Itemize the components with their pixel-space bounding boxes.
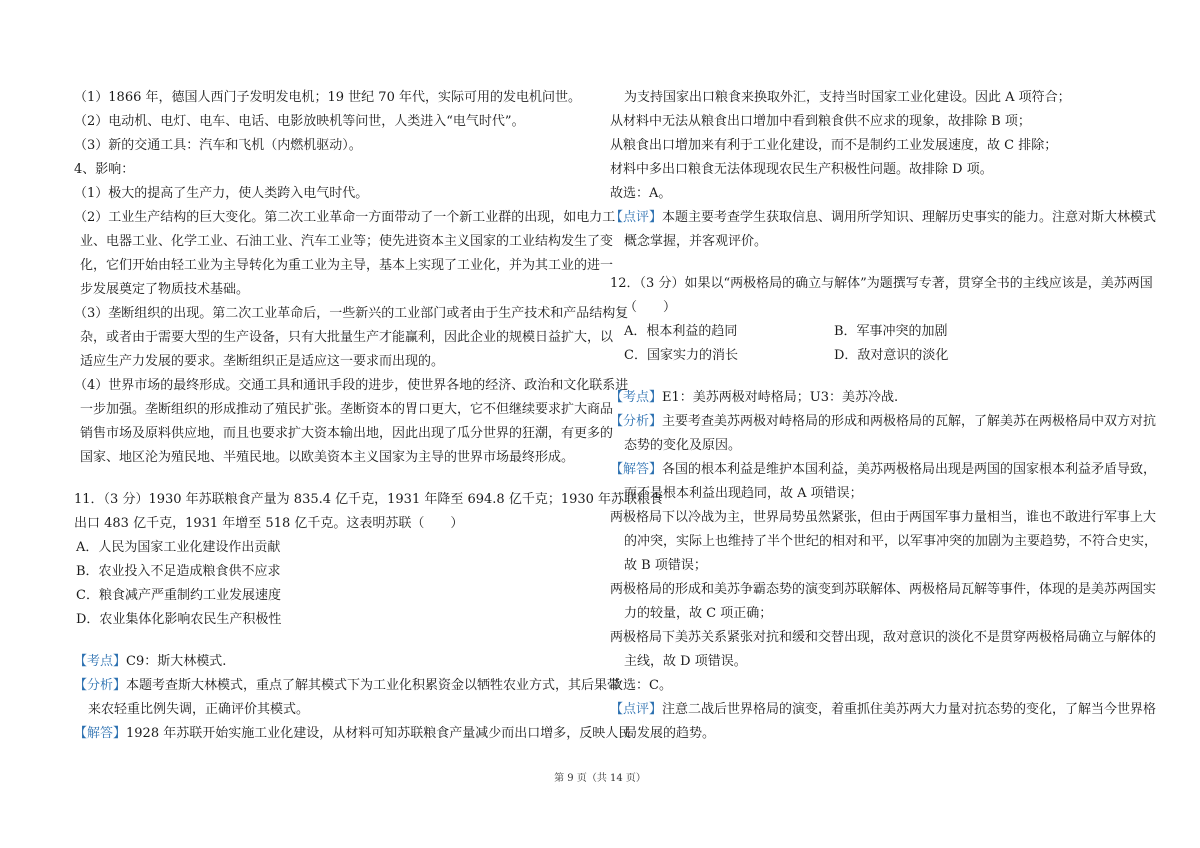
text-line	[610, 650, 1130, 674]
text-line	[610, 158, 1130, 182]
line-text: 力的较量，故 C 项正确；	[624, 606, 773, 621]
section-tag: 【考点】	[610, 390, 663, 405]
section-tag: 【分析】	[74, 678, 127, 693]
line-text: 4、影响：	[74, 162, 135, 177]
line-text: C9：斯大林模式.	[126, 654, 227, 669]
line-text: 杂，或者由于需要大型的生产设备，只有大批量生产才能赢利，因此企业的规模日益扩大，以	[80, 330, 614, 345]
line-text: 故选：C。	[610, 678, 672, 693]
line-text: 1928 年苏联开始实施工业化建设，从材料可知苏联粮食产量减少而出口增多，反映人民	[126, 726, 632, 741]
text-line	[74, 608, 602, 632]
spacer	[610, 368, 1130, 386]
text-line	[74, 158, 602, 182]
text-line	[74, 110, 602, 134]
line-text: 12．（3 分）如果以“两极格局的确立与解体”为题撰写专著，贯穿全书的主线应该是，美苏两国	[610, 276, 1153, 291]
line-text: E1：美苏两极对峙格局；U3：美苏冷战.	[662, 390, 899, 405]
option-text: C．国家实力的消长	[624, 348, 738, 363]
line-text: 主线，故 D 项错误。	[624, 654, 747, 669]
right-column	[610, 86, 1158, 746]
text-line	[74, 422, 614, 446]
option-text: D．敌对意识的淡化	[834, 348, 949, 363]
section-tag: 【考点】	[74, 654, 127, 669]
text-line	[610, 230, 1130, 254]
line-text: （3）垄断组织的出现。第二次工业革命后，一些新兴的工业部门或者由于生产技术和产品结构复	[74, 306, 629, 321]
text-line	[610, 506, 1157, 530]
line-text: （2）工业生产结构的巨大变化。第二次工业革命一方面带动了一个新工业群的出现，如电力工	[74, 210, 616, 225]
text-line	[610, 578, 1157, 602]
text-line	[74, 86, 602, 110]
option-text: B．军事冲突的加剧	[834, 324, 948, 339]
text-line	[74, 350, 602, 374]
line-text: 步发展奠定了物质技术基础。	[80, 282, 250, 297]
line-text: （1）极大的提高了生产力，使人类跨入电气时代。	[74, 186, 369, 201]
line-text: 本题主要考查学生获取信息、调用所学知识、理解历史事实的能力。注意对斯大林模式	[662, 210, 1157, 225]
text-line	[610, 410, 1157, 434]
section-tag: 【分析】	[610, 414, 663, 429]
line-text: 主要考查美苏两极对峙格局的形成和两极格局的瓦解，了解美苏在两极格局中双方对抗	[662, 414, 1157, 429]
text-line	[610, 530, 1158, 554]
text-line	[610, 344, 1130, 368]
line-text: D．农业集体化影响农民生产积极性	[76, 612, 282, 627]
line-text: 国家、地区沦为殖民地、半殖民地。以欧美资本主义国家为主导的世界市场最终形成。	[80, 450, 575, 465]
line-text: 材料中多出口粮食无法体现现农民生产积极性问题。故排除 D 项。	[610, 162, 993, 177]
line-text: 适应生产力发展的要求。垄断组织正是适应这一要求而出现的。	[80, 354, 445, 369]
text-line	[74, 512, 602, 536]
line-text: 的冲突，实际上也维持了半个世纪的相对和平，以军事冲突的加剧为主要趋势，不符合史实，	[624, 534, 1158, 549]
spacer	[74, 632, 602, 650]
text-line	[610, 110, 1130, 134]
line-text: 态势的变化及原因。	[624, 438, 742, 453]
line-text: 各国的根本利益是维护本国利益，美苏两极格局出现是两国的国家根本利益矛盾导致，	[662, 462, 1157, 477]
line-text: 业、电器工业、化学工业、石油工业、汽车工业等；使先进资本主义国家的工业结构发生了变	[80, 234, 614, 249]
text-line	[74, 722, 632, 746]
text-line	[74, 182, 602, 206]
line-text: 来农轻重比例失调，正确评价其模式。	[88, 702, 310, 717]
line-text: （ ）	[624, 300, 677, 315]
line-text: 局发展的趋势。	[624, 726, 716, 741]
text-line	[74, 446, 602, 470]
line-text: B．农业投入不足造成粮食供不应求	[76, 564, 281, 579]
text-line	[74, 254, 614, 278]
line-text: 注意二战后世界格局的演变，着重抓住美苏两大力量对抗态势的变化，了解当今世界格	[662, 702, 1157, 717]
text-line	[74, 488, 664, 512]
text-line	[74, 326, 614, 350]
line-text: 一步加强。垄断组织的形成推动了殖民扩张。垄断资本的胃口更大，它不但继续要求扩大商品	[80, 402, 614, 417]
section-tag: 【点评】	[610, 702, 663, 717]
line-text: 两极格局下美苏关系紧张对抗和缓和交替出现，敌对意识的淡化不是贯穿两极格局确立与解体的	[610, 630, 1157, 645]
text-line	[74, 560, 602, 584]
text-line	[74, 584, 602, 608]
line-text: 两极格局下以冷战为主，世界局势虽然紧张，但由于两国军事力量相当，谁也不敢进行军事上大	[610, 510, 1157, 525]
text-line	[74, 698, 602, 722]
line-text: （3）新的交通工具：汽车和飞机（内燃机驱动）。	[74, 138, 362, 153]
text-line	[610, 698, 1157, 722]
text-line	[610, 86, 1130, 110]
line-text: （2）电动机、电灯、电车、电话、电影放映机等问世，人类进入“电气时代”。	[74, 114, 525, 129]
text-line	[74, 230, 614, 254]
text-line	[610, 434, 1130, 458]
line-text: 出口 483 亿千克，1931 年增至 518 亿千克。这表明苏联（ ）	[74, 516, 464, 531]
text-line	[74, 206, 616, 230]
line-text: 故选：A。	[610, 186, 672, 201]
text-line	[74, 374, 629, 398]
section-tag: 【解答】	[74, 726, 127, 741]
text-line	[74, 302, 629, 326]
text-line	[74, 536, 602, 560]
text-line	[610, 386, 1130, 410]
text-line	[610, 134, 1130, 158]
line-text: 概念掌握，并客观评价。	[624, 234, 768, 249]
line-text: 本题考查斯大林模式，重点了解其模式下为工业化积累资金以牺牲农业方式，其后果带	[126, 678, 621, 693]
text-line	[74, 278, 602, 302]
text-line	[610, 182, 1130, 206]
section-tag: 【解答】	[610, 462, 663, 477]
option-text: A．根本利益的趋同	[624, 324, 738, 339]
text-line	[610, 320, 1130, 344]
line-text: 11．（3 分）1930 年苏联粮食产量为 835.4 亿千克，1931 年降至 694.8 亿千克；1930 年苏联粮食	[74, 492, 664, 507]
line-text: 化，它们开始由轻工业为主导转化为重工业为主导，基本上实现了工业化，并为其工业的进一	[80, 258, 614, 273]
line-text: 从粮食出口增加来有利于工业化建设，而不是制约工业发展速度，故 C 排除；	[610, 138, 1058, 153]
line-text: 为支持国家出口粮食来换取外汇，支持当时国家工业化建设。因此 A 项符合；	[624, 90, 1071, 105]
text-line	[610, 554, 1130, 578]
line-text: A．人民为国家工业化建设作出贡献	[76, 540, 281, 555]
text-line	[610, 272, 1153, 296]
line-text: C．粮食减产严重制约工业发展速度	[76, 588, 281, 603]
line-text: 从材料中无法从粮食出口增加中看到粮食供不应求的现象，故排除 B 项；	[610, 114, 1031, 129]
line-text: 故 B 项错误；	[624, 558, 707, 573]
text-line	[74, 650, 602, 674]
text-line	[610, 458, 1157, 482]
line-text: 而不是根本利益出现趋同，故 A 项错误；	[624, 486, 863, 501]
line-text: 销售市场及原料供应地，而且也要求扩大资本输出地，因此出现了瓜分世界的狂潮，有更多的	[80, 426, 614, 441]
text-line	[610, 296, 1130, 320]
line-text: （1）1866 年，德国人西门子发明发电机；19 世纪 70 年代，实际可用的发电机问世。	[74, 90, 581, 105]
line-text: 两极格局的形成和美苏争霸态势的演变到苏联解体、两极格局瓦解等事件，体现的是美苏两国实	[610, 582, 1157, 597]
spacer	[74, 470, 602, 488]
section-tag: 【点评】	[610, 210, 663, 225]
page-footer: 第 9 页（共 14 页）	[554, 773, 646, 784]
text-line	[610, 722, 1130, 746]
text-line	[74, 398, 614, 422]
text-line	[610, 482, 1130, 506]
text-line	[74, 134, 602, 158]
spacer	[610, 254, 1130, 272]
text-line	[610, 206, 1157, 230]
text-line	[610, 602, 1130, 626]
text-line	[74, 674, 621, 698]
text-line	[610, 674, 1130, 698]
line-text: （4）世界市场的最终形成。交通工具和通讯手段的进步，使世界各地的经济、政治和文化联系进	[74, 378, 629, 393]
text-line	[610, 626, 1157, 650]
